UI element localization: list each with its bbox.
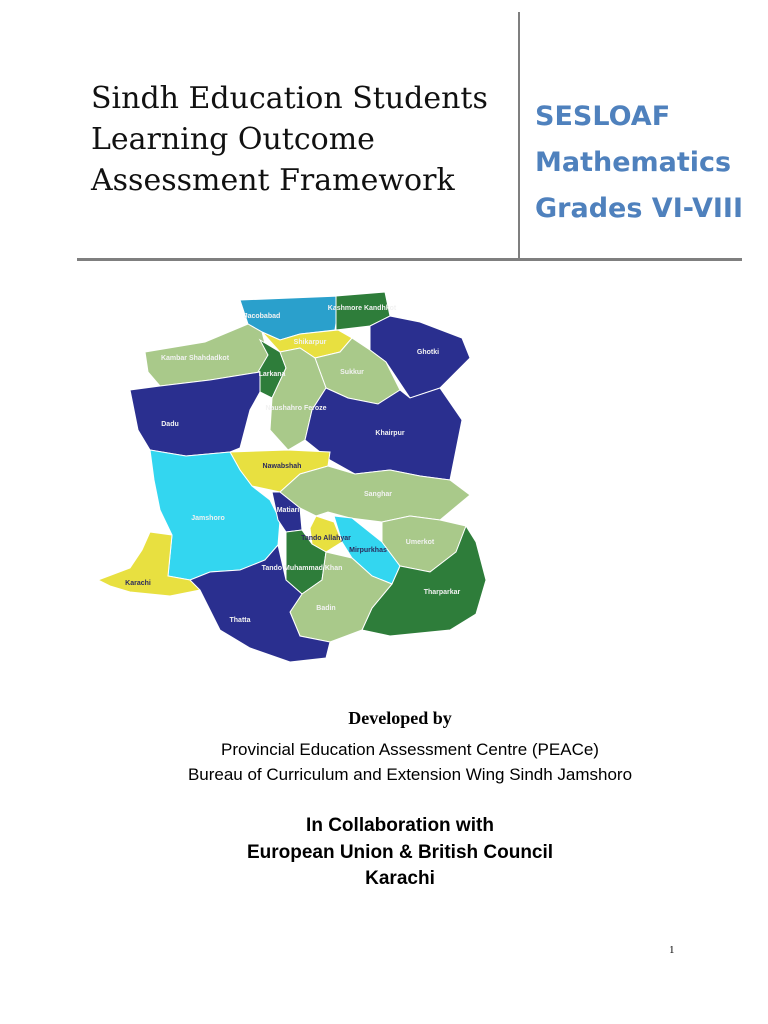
region-label: Thatta [229, 617, 251, 624]
region-label: Karachi [125, 580, 151, 587]
developed-by-heading: Developed by [348, 708, 452, 728]
region-label: Sanghar [363, 491, 393, 498]
region-label: Dadu [161, 421, 179, 428]
region-label: Jamshoro [191, 515, 225, 522]
region-label: Badin [316, 605, 336, 612]
subtitle-line: Grades VI-VIII [535, 193, 744, 224]
developer-line: Provincial Education Assessment Centre (PEACe) [221, 740, 599, 759]
region-label: Nawabshah [262, 463, 302, 470]
subtitle-line: SESLOAF [535, 101, 671, 132]
region-label: Jacobabad [243, 313, 281, 320]
region-label: Matiari [276, 507, 300, 514]
title-line: Sindh Education Students [91, 81, 488, 116]
region-label: Tharparkar [423, 589, 461, 596]
subtitle-line: Mathematics [535, 147, 732, 178]
document-title [91, 78, 501, 201]
region-label: Mirpurkhas [349, 547, 387, 554]
region-label: Kashmore Kandhkot [327, 305, 397, 312]
sindh-district-map [90, 280, 486, 662]
region-label: Tando Allahyar [301, 535, 351, 542]
region-label: Ghotki [416, 349, 440, 356]
region-label: Kambar Shahdadkot [160, 355, 230, 362]
horizontal-divider [77, 258, 742, 261]
region-label: Umerkot [405, 539, 435, 546]
developer-line: Bureau of Curriculum and Extension Wing Sindh Jamshoro [187, 765, 633, 784]
collaboration-line: European Union & British Council [246, 842, 554, 863]
region-label: Naushahro Feroze [265, 405, 327, 412]
vertical-divider [518, 12, 520, 258]
region-label: Khairpur [375, 430, 405, 437]
region-label: Sukkur [340, 369, 364, 376]
title-line: Assessment Framework [91, 163, 455, 198]
page-number: 1 [669, 944, 675, 956]
collaboration-line: In Collaboration with [306, 815, 494, 836]
title-line: Learning Outcome [91, 122, 375, 157]
region-label: Larkana [258, 371, 286, 378]
collaboration-line: Karachi [365, 868, 435, 889]
document-subtitle [535, 94, 755, 232]
region-label: Shikarpur [293, 339, 327, 346]
region-label: Tando Muhammad Khan [261, 565, 343, 572]
map-region [130, 372, 260, 456]
